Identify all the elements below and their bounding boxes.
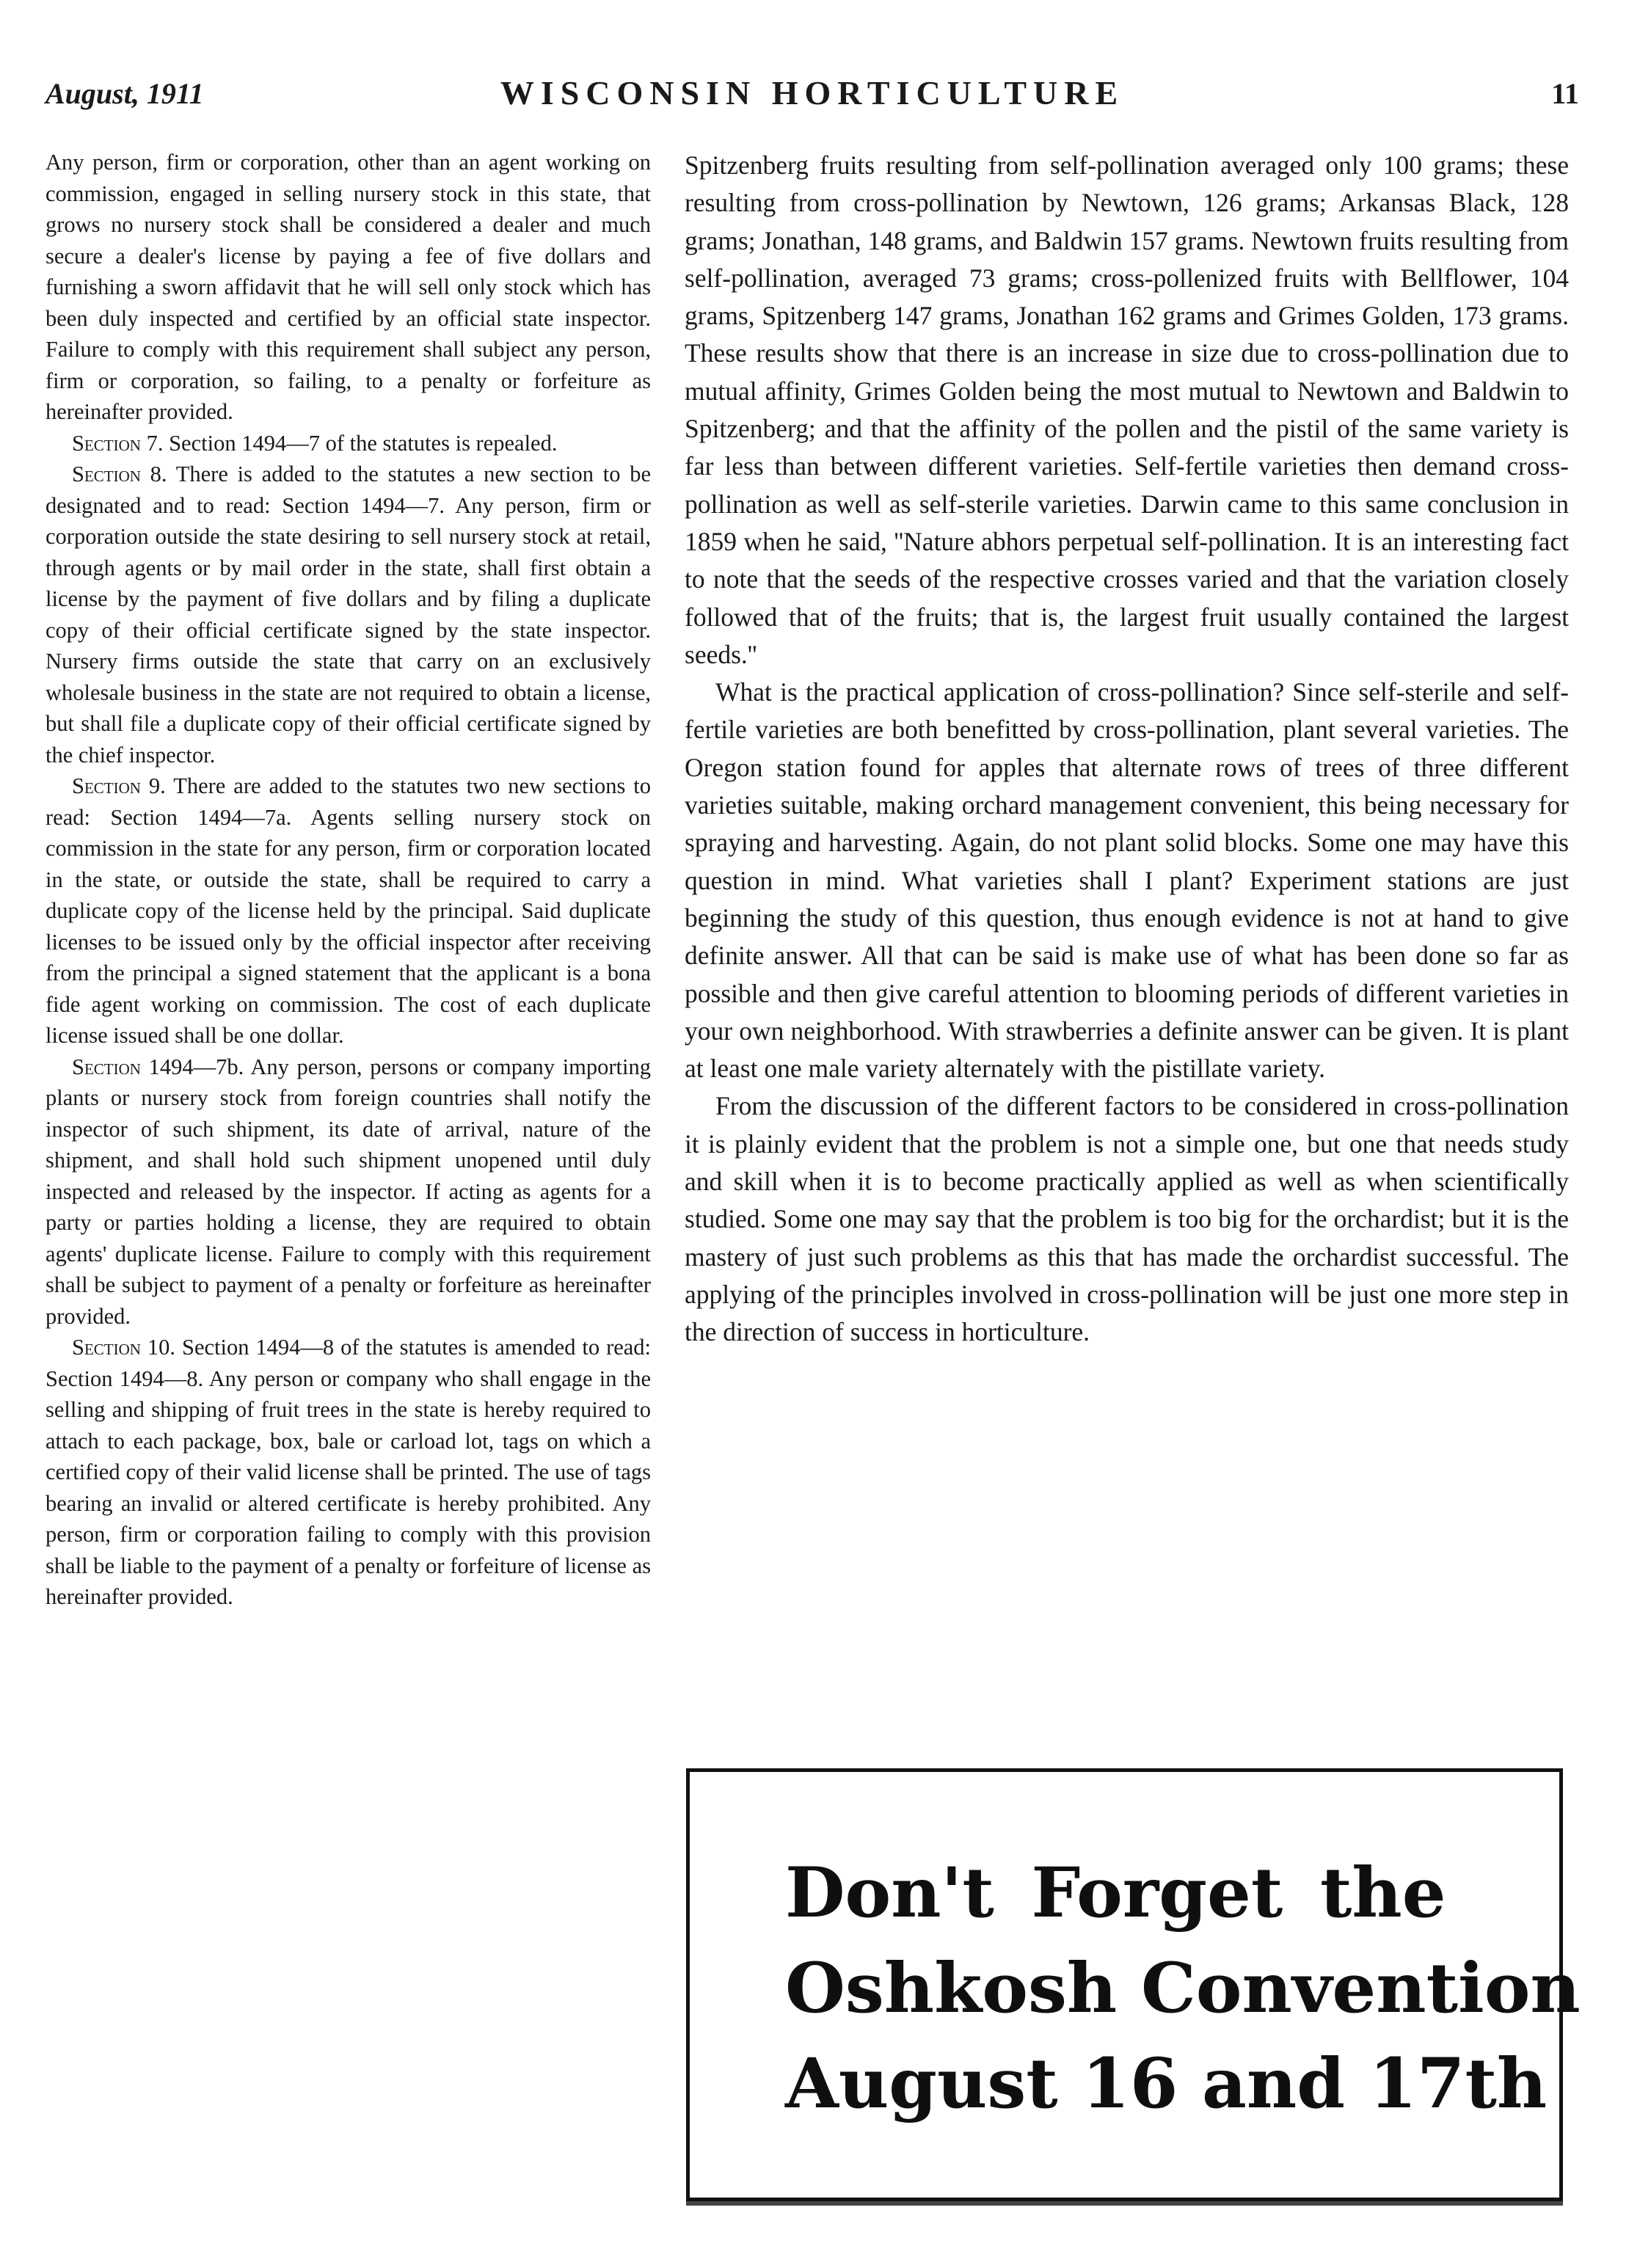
section-7b-label: Section: [72, 1054, 141, 1079]
dealer-license-paragraph: Any person, firm or corporation, other than an agent working on commission, engaged in selling nursery stock in this state, that grows no nursery stock shall be considered a dealer and much secure a dealer's license by paying a fee of five dollars and furnishing a sworn affidavit that he will sell only stock which has been duly inspected and certified by an official state inspector. Failure to comply with this requirement shall subject any person, firm or corporation, so failing, to a penalty or forfeiture as hereinafter provided.: [45, 150, 651, 424]
section-7b-text: 1494—7b. Any person, persons or company importing plants or nursery stock from foreign countries shall notify the inspector of such shipment, its date of arrival, nature of the shipment, and shall hold such shipment unopened until duly inspected and released by the inspector. If acting as agents for a party or parties holding a license, they are required to obtain agents' duplicate license. Failure to comply with this requirement shall be subject to payment of a penalty or forfeiture as hereinafter provided.: [45, 1054, 652, 1329]
conclusion-paragraph: From the discussion of the different factors to be considered in cross-pollination it is plainly evident that the problem is not a simple one, but one that needs study and skill when it is to become practically applied as well as when scientifically studied. Some one may say that the problem is too big for the orchardist; but it is the mastery of just such problems as this that has made the orchardist successful. The applying of the principles involved in cross-pollination will be just one more step in the direction of success in horticulture.: [685, 1091, 1569, 1347]
ad-box-bottom-rule: [686, 2201, 1563, 2206]
section-10-paragraph: [45, 1332, 651, 1613]
practical-application-paragraph: What is the practical application of cross-pollination? Since self-sterile and self-fertile varieties are both benefitted by cross-pollination, plant several varieties. The Oregon station found for apples that alternate rows of trees of three different varieties suitable, making orchard management convenient, this being necessary for spraying and harvesting. Again, do not plant solid blocks. Some one may have this question in mind. What varieties shall I plant? Experiment stations are just beginning the study of this question, thus enough evidence is not at hand to give definite answer. All that can be said is make use of what has been done so far as possible and then give careful attention to blooming periods of different varieties in your own neighborhood. With strawberries a definite answer can be given. It is plant at least one male variety alternately with the pistillate variety.: [685, 677, 1569, 1084]
section-7-label: Section 7.: [72, 430, 164, 456]
section-8-text: There is added to the statutes a new section to be designated and to read: Section 1494—7. Any person, firm or corporation outside the state desiring to sell nursery stock at retail, through agents or by mail order in the state, shall first obtain a license by the payment of five dollars and by filing a duplicate copy of their official certificate signed by the state inspector. Nursery firms outside the state that carry on an exclusively wholesale business in the state are not required to obtain a license, but shall file a duplicate copy of their official certificate signed by the chief inspector.: [45, 462, 652, 767]
ad-line-1: Don't Forget the: [785, 1853, 1446, 1933]
issue-date: August, 1911: [45, 77, 204, 110]
section-9-label: Section 9.: [72, 773, 166, 798]
section-8-paragraph: [45, 459, 651, 770]
section-9-text: There are added to the statutes two new sections to read: Section 1494—7a. Agents selling nursery stock on commission in the state for any person, firm or corporation located in the state, or outside the state, shall be required to carry a duplicate copy of the license held by the principal. Said duplicate licenses to be issued only by the official inspector after receiving from the principal a signed statement that the applicant is a bona fide agent working on commission. The cost of each duplicate license issued shall be one dollar.: [45, 773, 652, 1048]
section-9-paragraph: [45, 770, 651, 1051]
journal-title: WISCONSIN HORTICULTURE: [500, 74, 1125, 112]
right-column: [685, 147, 1569, 1352]
ad-line-3: August 16 and 17th: [785, 2043, 1548, 2124]
section-10-text: Section 1494—8 of the statutes is amended to read: Section 1494—8. Any person or company who shall engage in the selling and shipping of fruit trees in the state is hereby required to attach to each package, box, bale or carload lot, tags on which a certified copy of their valid license shall be printed. The use of tags bearing an invalid or altered certificate is hereby prohibited. Any person, firm or corporation failing to comply with this provision shall be liable to the payment of a penalty or forfeiture of license as hereinafter provided.: [45, 1335, 652, 1609]
convention-advertisement: [686, 1768, 1581, 2201]
ad-line-2: Oshkosh Convention: [785, 1948, 1581, 2029]
section-8-label: Section 8.: [72, 462, 167, 486]
fruit-weights-paragraph: Spitzenberg fruits resulting from self-pollination averaged only 100 grams; these resulting from cross-pollination by Newtown, 126 grams; Arkansas Black, 128 grams; Jonathan, 148 grams, and Baldwin 157 grams. Newtown fruits resulting from self-pollination, averaged 73 grams; cross-pollenized fruits with Bellflower, 104 grams, Spitzenberg 147 grams, Jonathan 162 grams and Grimes Golden, 173 grams. These results show that there is an increase in size due to cross-pollination due to mutual affinity, Grimes Golden being the most mutual to Newtown and Baldwin to Spitzenberg; and that the affinity of the pollen and the pistil of the same variety is far less than between different varieties. Self-fertile varieties then demand cross-pollination as well as self-sterile varieties. Darwin came to this same conclusion in 1859 when he said, ''Nature abhors perpetual self-pollination. It is an interesting fact to note that the seeds of the respective crosses varied and that the variation closely followed that of the fruits; that is, the largest fruit usually contained the largest seeds.'': [685, 150, 1569, 669]
section-7-text: Section 1494—7 of the statutes is repealed.: [169, 430, 558, 456]
page-number: 11: [1551, 77, 1579, 110]
section-10-label: Section 10.: [72, 1335, 176, 1360]
section-7-paragraph: [45, 428, 651, 459]
left-column: [45, 147, 651, 1613]
page-header: [45, 76, 1579, 120]
section-7b-paragraph: [45, 1051, 651, 1332]
